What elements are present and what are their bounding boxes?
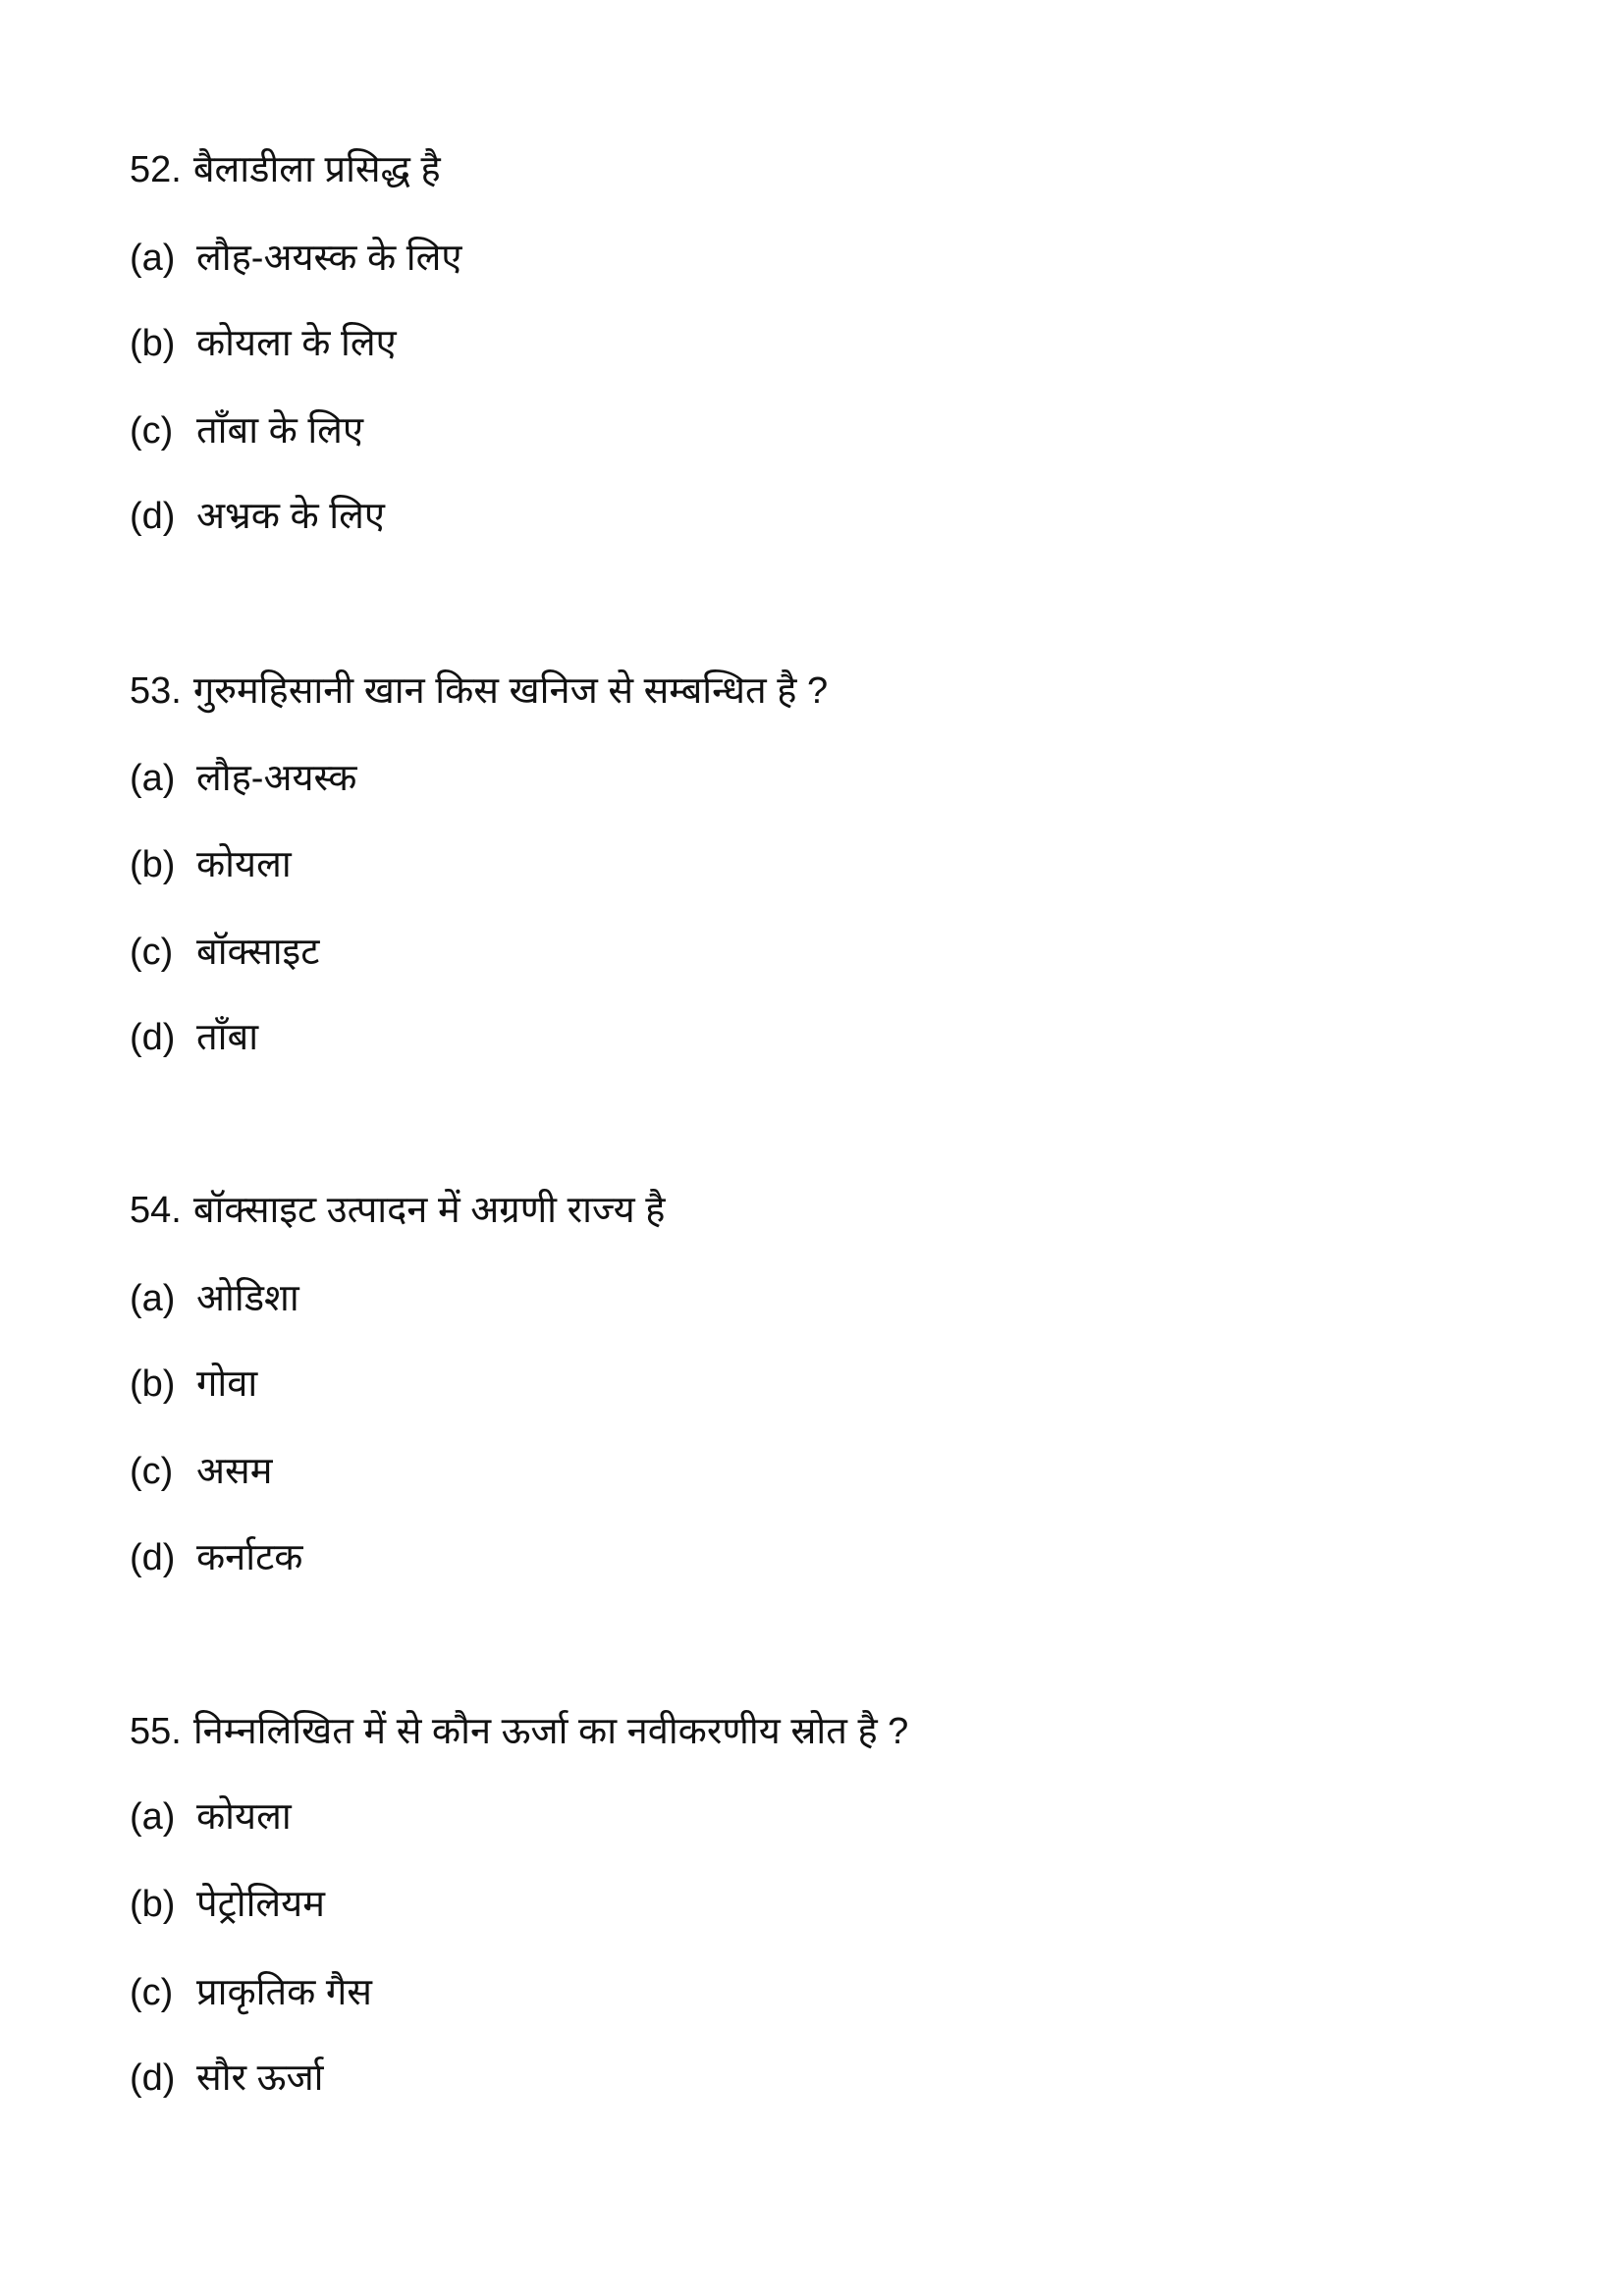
option-text: पेट्रोलियम — [196, 1884, 325, 1925]
option-label: (a) — [130, 238, 176, 279]
option-c — [130, 931, 319, 974]
option-label: (d) — [130, 1017, 176, 1058]
option-text: कर्नाटक — [196, 1537, 303, 1578]
option-b — [130, 1362, 257, 1406]
question-text: बैलाडीला प्रसिद्ध है — [192, 149, 441, 190]
option-text: लौह-अयस्क — [196, 758, 357, 799]
option-text: ताँबा के लिए — [196, 410, 363, 452]
option-d — [130, 1016, 258, 1059]
option-c — [130, 1450, 272, 1493]
option-text: कोयला — [196, 844, 292, 885]
option-text: ओडिशा — [196, 1278, 299, 1319]
option-text: सौर ऊर्जा — [196, 2057, 324, 2099]
option-text: प्राकृतिक गैस — [196, 1972, 372, 2013]
option-label: (b) — [130, 1884, 176, 1925]
option-label: (c) — [130, 410, 174, 452]
option-label: (a) — [130, 1796, 176, 1838]
option-d — [130, 1536, 302, 1579]
question-55 — [130, 1710, 908, 1753]
question-text: निम्नलिखित में से कौन ऊर्जा का नवीकरणीय स्रोत है ? — [192, 1711, 909, 1752]
option-text: बॉक्साइट — [196, 932, 320, 973]
option-label: (c) — [130, 932, 174, 973]
option-d — [130, 2056, 324, 2100]
option-text: असम — [196, 1451, 273, 1492]
option-text: कोयला के लिए — [196, 323, 397, 364]
option-text: अभ्रक के लिए — [196, 496, 385, 537]
option-label: (b) — [130, 1363, 176, 1405]
option-label: (a) — [130, 1278, 176, 1319]
option-c — [130, 409, 363, 453]
question-number: 53. — [130, 670, 182, 712]
question-text: बॉक्साइट उत्पादन में अग्रणी राज्य है — [192, 1190, 666, 1231]
question-number: 54. — [130, 1190, 182, 1231]
question-53 — [130, 669, 828, 713]
question-52 — [130, 148, 441, 191]
question-54 — [130, 1189, 665, 1232]
option-a — [130, 237, 461, 280]
option-label: (c) — [130, 1972, 174, 2013]
question-text: गुरुमहिसानी खान किस खनिज से सम्बन्धित है ? — [192, 670, 829, 712]
question-number: 55. — [130, 1711, 182, 1752]
option-b — [130, 1883, 325, 1926]
option-label: (a) — [130, 758, 176, 799]
option-label: (b) — [130, 844, 176, 885]
option-b — [130, 322, 397, 365]
option-b — [130, 843, 292, 886]
option-text: कोयला — [196, 1796, 292, 1838]
option-label: (b) — [130, 323, 176, 364]
option-a — [130, 1277, 299, 1320]
option-text: लौह-अयस्क के लिए — [196, 238, 462, 279]
option-c — [130, 1971, 372, 2014]
option-text: गोवा — [196, 1363, 258, 1405]
option-label: (c) — [130, 1451, 174, 1492]
option-d — [130, 495, 385, 538]
question-number: 52. — [130, 149, 182, 190]
option-a — [130, 757, 356, 800]
option-label: (d) — [130, 1537, 176, 1578]
option-label: (d) — [130, 496, 176, 537]
option-label: (d) — [130, 2057, 176, 2099]
option-a — [130, 1795, 292, 1839]
option-text: ताँबा — [196, 1017, 259, 1058]
